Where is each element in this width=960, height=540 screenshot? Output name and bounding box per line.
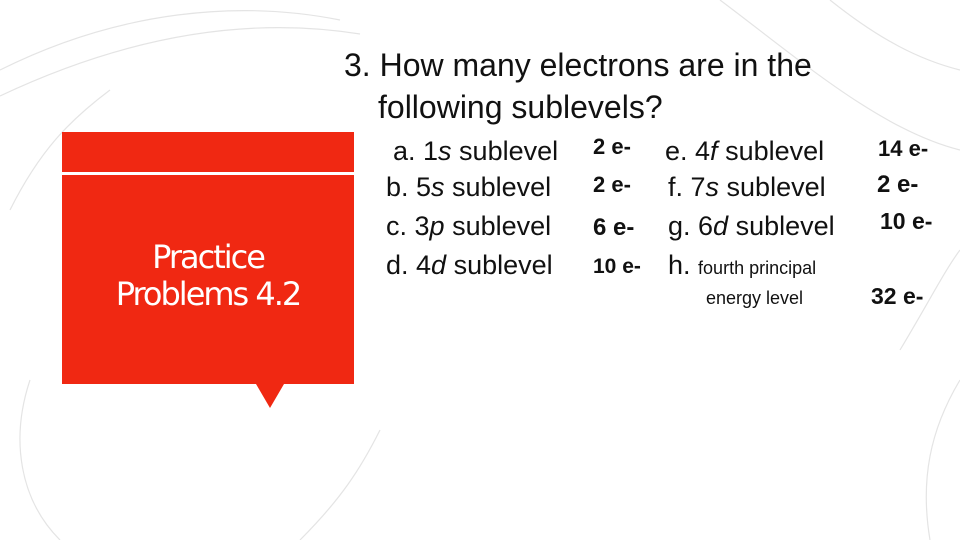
item-d-suffix: sublevel — [446, 250, 553, 280]
title-card — [62, 132, 354, 384]
item-f-sublevel-letter: s — [705, 172, 720, 202]
item-g-sublevel-letter: d — [713, 211, 729, 241]
slide-title-line-1: Practice — [152, 238, 264, 276]
item-h-letter: h. — [668, 250, 691, 280]
item-f-suffix: sublevel — [719, 172, 826, 202]
slide-title — [62, 239, 354, 313]
item-f-prefix: f. 7 — [668, 172, 706, 202]
item-a — [393, 136, 558, 167]
item-f — [668, 172, 826, 203]
answer-b: 2 e- — [593, 172, 631, 197]
item-b-suffix: sublevel — [444, 172, 552, 202]
item-b-sublevel-letter: s — [431, 172, 445, 202]
item-g-suffix: sublevel — [728, 211, 835, 241]
answer-c: 6 e- — [593, 214, 635, 241]
item-b — [386, 172, 551, 203]
answer-d: 10 e- — [593, 255, 641, 278]
item-d-prefix: d. 4 — [386, 250, 432, 280]
item-e-sublevel-letter: f — [710, 136, 718, 166]
answer-h: 32 e- — [871, 283, 924, 309]
item-c — [386, 211, 551, 242]
slide-title-line-2: Problems 4.2 — [115, 275, 301, 313]
item-d — [386, 250, 553, 281]
item-g — [668, 211, 835, 242]
question-line-1: 3. How many electrons are in the — [344, 47, 812, 83]
item-h-line-2: energy level — [706, 288, 804, 308]
item-e-prefix: e. 4 — [665, 136, 711, 166]
card-pointer — [256, 384, 284, 408]
card-stripe — [62, 172, 354, 175]
item-c-prefix: c. 3 — [386, 211, 430, 241]
item-h-line-1: fourth principal — [698, 258, 817, 278]
answer-a: 2 e- — [593, 134, 631, 159]
question-line-2: following sublevels? — [378, 89, 663, 125]
answer-e: 14 e- — [878, 136, 929, 161]
question-text — [344, 44, 904, 128]
item-h — [668, 250, 816, 281]
item-e-suffix: sublevel — [717, 136, 825, 166]
item-a-sublevel-letter: s — [438, 136, 452, 166]
item-a-prefix: a. 1 — [393, 136, 439, 166]
item-g-prefix: g. 6 — [668, 211, 714, 241]
item-a-suffix: sublevel — [451, 136, 559, 166]
item-d-sublevel-letter: d — [431, 250, 447, 280]
item-c-suffix: sublevel — [444, 211, 552, 241]
item-c-sublevel-letter: p — [429, 211, 445, 241]
answer-g: 10 e- — [880, 208, 933, 234]
item-e — [665, 136, 824, 167]
answer-f: 2 e- — [877, 171, 919, 198]
item-b-prefix: b. 5 — [386, 172, 432, 202]
